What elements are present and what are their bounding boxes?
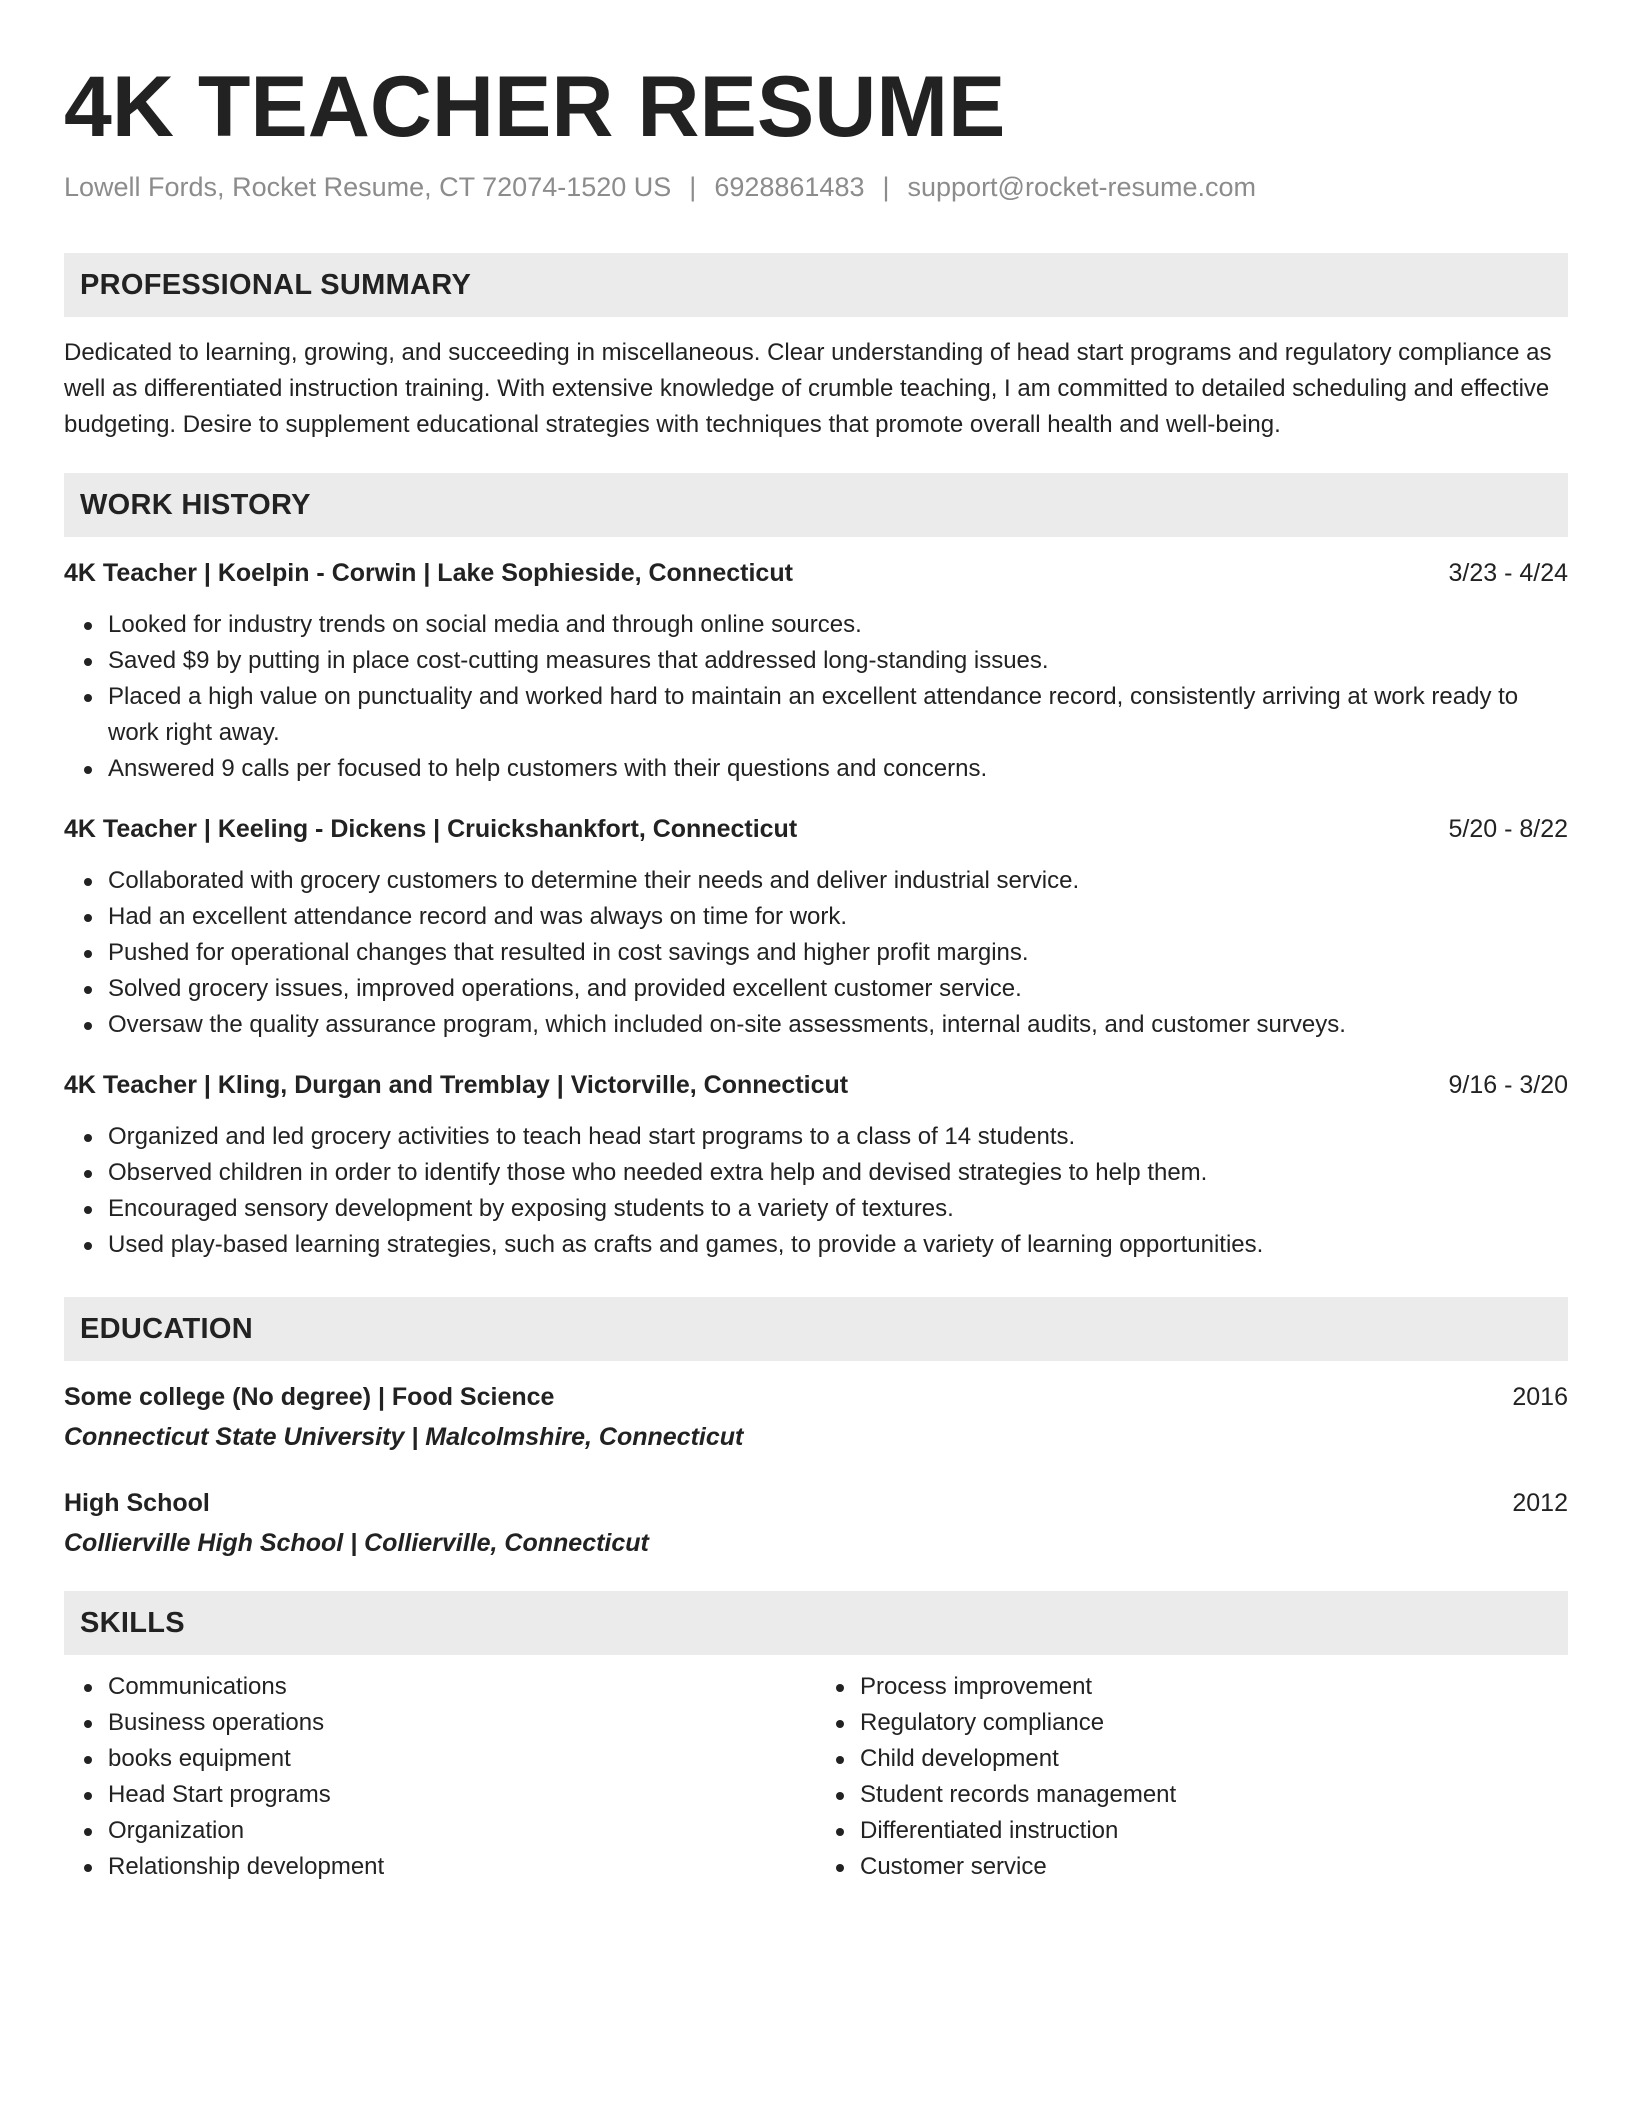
job-duty: Organized and led grocery activities to teach head start programs to a class of 14 students.	[108, 1119, 1568, 1155]
job-duty: Saved $9 by putting in place cost-cutting measures that addressed long-standing issues.	[108, 643, 1568, 679]
job-duty: Used play-based learning strategies, such as crafts and games, to provide a variety of learning opportunities.	[108, 1227, 1568, 1263]
job-dates: 5/20 - 8/22	[1448, 815, 1568, 843]
contact-line	[64, 172, 1568, 203]
education-year: 2012	[1512, 1489, 1568, 1517]
skill-item: Customer service	[860, 1849, 1568, 1885]
education-school: Collierville High School | Collierville, Connecticut	[64, 1529, 649, 1557]
job-header	[64, 555, 1568, 591]
job-entry	[64, 811, 1568, 1043]
section-heading-summary: PROFESSIONAL SUMMARY	[64, 253, 1568, 317]
contact-address: Lowell Fords, Rocket Resume, CT 72074-1520 US	[64, 172, 672, 202]
contact-separator: |	[689, 172, 697, 202]
job-duty: Looked for industry trends on social media and through online sources.	[108, 607, 1568, 643]
skill-item: Head Start programs	[108, 1777, 816, 1813]
job-title: 4K Teacher | Koelpin - Corwin | Lake Sophieside, Connecticut	[64, 559, 793, 587]
education-entry	[64, 1379, 1568, 1455]
job-header	[64, 1067, 1568, 1103]
section-heading-education: EDUCATION	[64, 1297, 1568, 1361]
skills-list	[64, 1669, 1568, 1885]
section-heading-skills: SKILLS	[64, 1591, 1568, 1655]
job-dates: 3/23 - 4/24	[1448, 559, 1568, 587]
section-heading-work-history: WORK HISTORY	[64, 473, 1568, 537]
job-duty: Encouraged sensory development by exposing students to a variety of textures.	[108, 1191, 1568, 1227]
contact-separator: |	[882, 172, 890, 202]
skills-column-left	[64, 1669, 816, 1885]
job-duties	[64, 607, 1568, 787]
skill-item: Regulatory compliance	[860, 1705, 1568, 1741]
skill-item: Process improvement	[860, 1669, 1568, 1705]
job-duties	[64, 1119, 1568, 1263]
job-duty: Answered 9 calls per focused to help customers with their questions and concerns.	[108, 751, 1568, 787]
skill-item: books equipment	[108, 1741, 816, 1777]
resume-title: 4K TEACHER RESUME	[64, 59, 1006, 155]
job-dates: 9/16 - 3/20	[1448, 1071, 1568, 1099]
job-entry	[64, 555, 1568, 787]
education-entry	[64, 1485, 1568, 1561]
skill-item: Differentiated instruction	[860, 1813, 1568, 1849]
education-header	[64, 1485, 1568, 1521]
summary-text: Dedicated to learning, growing, and succeeding in miscellaneous. Clear understanding of head start programs and regulatory compliance as well as differentiated instruction training. With extensive knowledge of crumble teaching, I am committed to detailed scheduling and effective budgeting. Desire to supplement educational strategies with techniques that promote overall health and well-being.	[64, 339, 1552, 438]
job-title: 4K Teacher | Kling, Durgan and Tremblay | Victorville, Connecticut	[64, 1071, 849, 1099]
job-duty: Pushed for operational changes that resulted in cost savings and higher profit margins.	[108, 935, 1568, 971]
skill-item: Child development	[860, 1741, 1568, 1777]
job-duty: Placed a high value on punctuality and worked hard to maintain an excellent attendance record, consistently arriving at work ready to work right away.	[108, 679, 1568, 751]
job-title: 4K Teacher | Keeling - Dickens | Cruickshankfort, Connecticut	[64, 815, 798, 843]
skill-item: Relationship development	[108, 1849, 816, 1885]
job-duty: Collaborated with grocery customers to determine their needs and deliver industrial service.	[108, 863, 1568, 899]
job-duty: Observed children in order to identify those who needed extra help and devised strategies to help them.	[108, 1155, 1568, 1191]
education-degree: High School	[64, 1489, 210, 1517]
job-duty: Had an excellent attendance record and was always on time for work.	[108, 899, 1568, 935]
job-entry	[64, 1067, 1568, 1263]
skill-item: Business operations	[108, 1705, 816, 1741]
skills-column-right	[816, 1669, 1568, 1885]
contact-email: support@rocket-resume.com	[907, 172, 1257, 202]
job-duty: Oversaw the quality assurance program, which included on-site assessments, internal audits, and customer surveys.	[108, 1007, 1568, 1043]
education-degree: Some college (No degree) | Food Science	[64, 1383, 555, 1411]
education-school: Connecticut State University | Malcolmshire, Connecticut	[64, 1423, 744, 1451]
job-header	[64, 811, 1568, 847]
job-duties	[64, 863, 1568, 1043]
contact-phone: 6928861483	[714, 172, 865, 202]
education-year: 2016	[1512, 1383, 1568, 1411]
education-header	[64, 1379, 1568, 1415]
skill-item: Student records management	[860, 1777, 1568, 1813]
skill-item: Communications	[108, 1669, 816, 1705]
job-duty: Solved grocery issues, improved operations, and provided excellent customer service.	[108, 971, 1568, 1007]
skill-item: Organization	[108, 1813, 816, 1849]
